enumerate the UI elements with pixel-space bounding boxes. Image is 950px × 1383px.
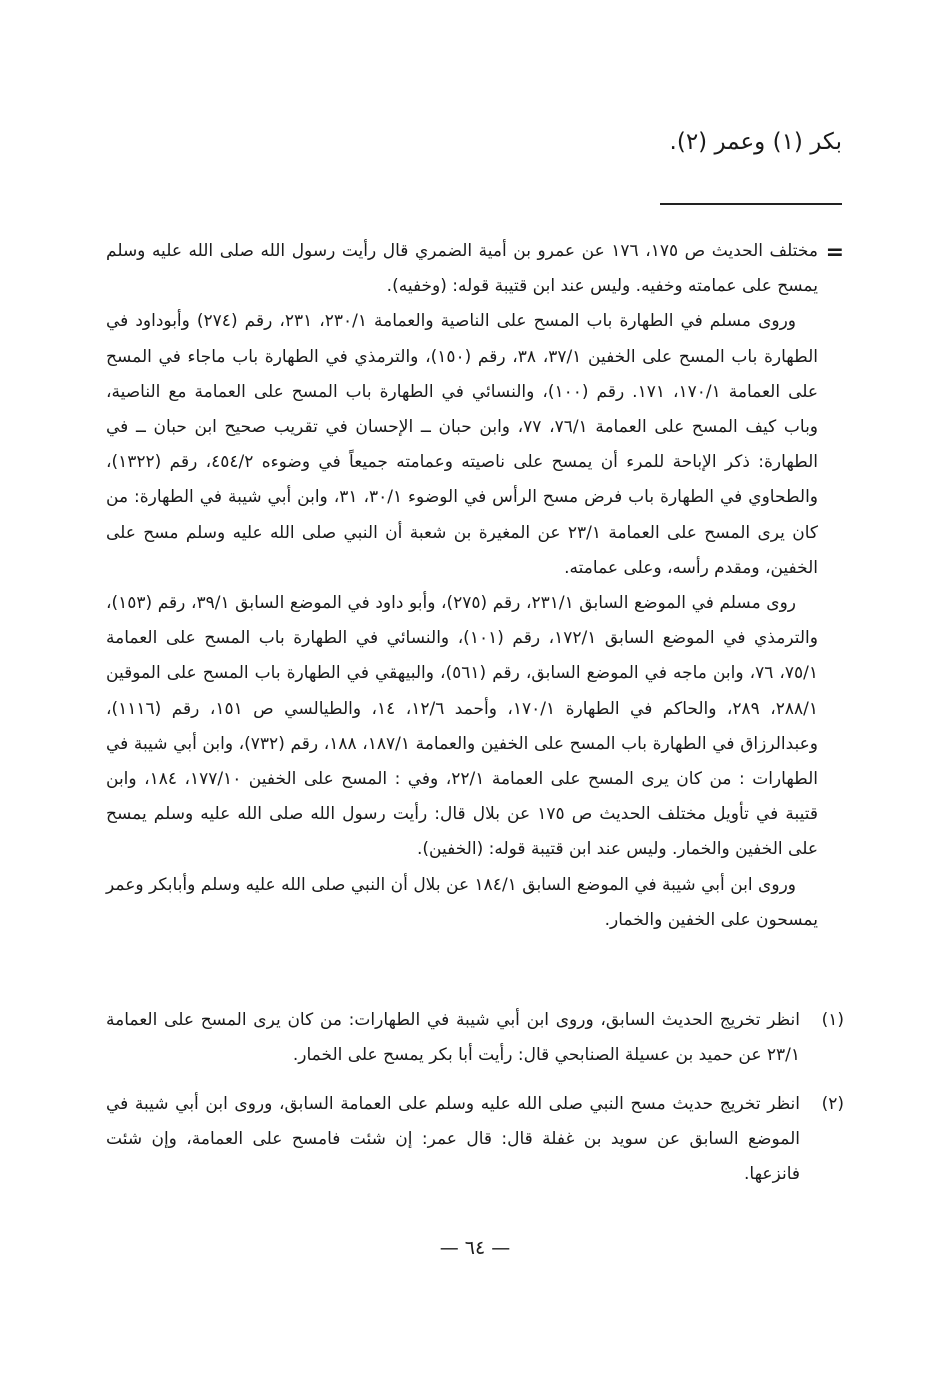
footnote-divider xyxy=(660,203,842,205)
footnote-number: (١) xyxy=(821,1010,844,1030)
note-paragraph: وروى مسلم في الطهارة باب المسح على الناصية والعمامة ٢٣٠/١، ٢٣١، رقم (٢٧٤) وأبوداود في الطهارة باب المسح على الخفين ٣٧/١، ٣٨، رقم (١٥٠)، والترمذي في الطهارة باب ماجاء في المسح على العمامة ١٧٠/١، ١٧١. رقم (١٠٠)، والنسائي في الطهارة باب المسح على العمامة مع الناصية، وباب كيف المسح على العمامة ٧٦/١، ٧٧، وابن حبان ــ الإحسان في تقريب صحيح ابن حبان ــ في الطهارة: ذكر الإباحة للمرء أن يمسح على ناصيته وعمامته جميعاً في وضوءه ٤٥٤/٢، رقم (١٣٢٢)، والطحاوي في الطهارة باب فرض مسح الرأس في الوضوء ٣٠/١، ٣١، وابن أبي شيبة في الطهارة: من كان يرى المسح على العمامة ٢٣/١ عن المغيرة بن شعبة أن النبي صلى الله عليه وسلم مسح على الخفين، ومقدم رأسه، وعلى عمامته. xyxy=(106,311,819,578)
note-paragraph: مختلف الحديث ص ١٧٥، ١٧٦ عن عمرو بن أمية الضمري قال رأيت رسول الله صلى الله عليه وسلم يمسح على عمامته وخفيه. وليس عند ابن قتيبة قوله: (وخفيه). xyxy=(106,241,818,297)
continuation-mark: = xyxy=(825,240,844,265)
footnote-text: انظر تخريج حديث مسح النبي صلى الله عليه وسلم على العمامة السابق، وروى ابن أبي شيبة في الموضع السابق عن سويد بن غفلة قال: قال عمر: إن شئت فامسح على العمامة، وإن شئت فانزعها. xyxy=(106,1094,800,1184)
body-text-line: بكر (١) وعمر (٢). xyxy=(669,129,842,155)
note-paragraph: روى مسلم في الموضع السابق ٢٣١/١، رقم (٢٧٥)، وأبو داود في الموضع السابق ٣٩/١، رقم (١٥٣)، والترمذي في الموضع السابق ١٧٢/١، رقم (١٠١)، والنسائي في الطهارة باب المسح على العمامة ٧٥/١، ٧٦، وابن ماجه في الموضع السابق، رقم (٥٦١)، والبيهقي في الطهارة باب المسح على الموقين ٢٨٨/١، ٢٨٩، والحاكم في الطهارة ١٧٠/١، وأحمد ١٢/٦، ١٤، والطيالسي ص ١٥١، رقم (١١١٦)، وعبدالرزاق في الطهارة باب المسح على الخفين والعمامة ١٨٧/١، ١٨٨، رقم (٧٣٢)، وابن أبي شيبة في الطهارات : من كان يرى المسح على العمامة ٢٢/١، وفي : المسح على الخفين ١٧٧/١٠، ١٨٤، وابن قتيبة في تأويل مختلف الحديث ص ١٧٥ عن بلال قال: رأيت رسول الله صلى الله عليه وسلم يمسح على الخفين والخمار. وليس عند ابن قتيبة قوله: (الخفين). xyxy=(106,593,819,860)
note-paragraph: وروى ابن أبي شيبة في الموضع السابق ١٨٤/١ عن بلال أن النبي صلى الله عليه وسلم وأبابكر وعمر يمسحون على الخفين والخمار. xyxy=(106,874,818,930)
footnote-number: (٢) xyxy=(821,1094,844,1114)
footnote-text: انظر تخريج الحديث السابق، وروى ابن أبي شيبة في الطهارات: من كان يرى المسح على العمامة ٢٣/١ عن حميد بن عسيلة الصنابحي قال: رأيت أبا بكر يمسح على الخمار. xyxy=(106,1010,800,1065)
page-number: — ٦٤ — xyxy=(439,1237,511,1259)
footnote-continuation xyxy=(106,234,818,938)
